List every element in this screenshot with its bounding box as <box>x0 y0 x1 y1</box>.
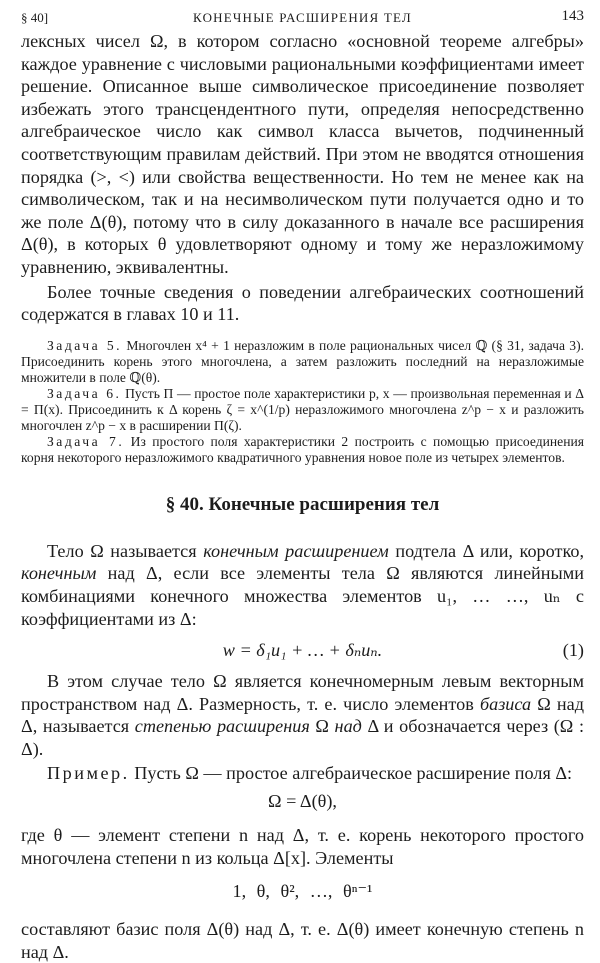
def-text-a: Тело Ω называется <box>47 540 204 561</box>
basis-elements: 1, θ, θ², …, θⁿ⁻¹ <box>232 881 373 902</box>
example-label: Пример. <box>47 763 130 784</box>
example-formula: Ω = Δ(θ), <box>268 791 337 812</box>
paragraph-2: Более точные сведения о поведении алгебраических соотношений содержатся в главах 10 и 11. <box>21 281 584 325</box>
section-heading: § 40. Конечные расширения тел <box>165 493 440 515</box>
term-finite-extension: конечным расширением <box>203 540 389 561</box>
formula-1-number: (1) <box>562 640 584 661</box>
example-text: Пусть Ω — простое алгебраическое расширение поля Δ: <box>129 763 573 784</box>
header-title: КОНЕЧНЫЕ РАСШИРЕНИЯ ТЕЛ <box>193 10 412 25</box>
definition-paragraph <box>21 540 584 630</box>
task-7-text: Из простого поля характеристики 2 построить с помощью присоединения корня некоторого неразложимого квадратичного уравнения новое поле из четырех элементов. <box>21 433 584 465</box>
formula-1 <box>21 636 584 670</box>
p3-text-c: Ω над Δ, называется <box>21 693 584 737</box>
task-6-label: Задача 6. <box>47 385 122 401</box>
term-finite: конечным <box>21 563 97 584</box>
def-text-e: над Δ, если все элементы тела Ω являются линейными комбинациями конечного множества элементов u₁, … …, uₙ с коэффициентами из Δ: <box>21 563 584 629</box>
task-6 <box>21 386 584 434</box>
task-5-text: Многочлен x⁴ + 1 неразложим в поле рациональных чисел ℚ (§ 31, задача 3). Присоединить корень этого многочлена, а затем разложить последний на неразложимые множители в поле ℚ(θ). <box>21 337 585 385</box>
p3-text-g: Δ и обозначается через (Ω : Δ). <box>21 716 584 759</box>
page-number: 143 <box>561 8 584 24</box>
task-5-label: Задача 5. <box>47 337 123 353</box>
header-section-ref: § 40] <box>21 10 49 25</box>
page-header <box>21 6 584 26</box>
p3-text-e: Ω <box>309 716 335 737</box>
example-continuation: где θ — элемент степени n над Δ, т. е. корень некоторого простого многочлена степени n из кольца Δ[x]. Элементы <box>21 825 584 868</box>
def-text-c: подтела Δ или, коротко, <box>388 540 584 561</box>
term-over: над <box>334 716 362 737</box>
final-paragraph: составляют базис поля Δ(θ) над Δ, т. е. Δ(θ) имеет конечную степень n над Δ. <box>21 919 584 962</box>
task-6-text: Пусть Π — простое поле характеристики p, x — произвольная переменная и Δ = Π(x). Присоединить к Δ корень ζ = x^(1/p) неразложимого многочлена z^p − x и разложить многочлен z^p − x в расширении Π(ζ). <box>21 385 584 433</box>
task-5 <box>21 338 584 386</box>
term-degree: степенью расширения <box>134 716 310 737</box>
paragraph-1: лексных чисел Ω, в котором согласно «основной теореме алгебры» каждое уравнение с числовыми рациональными коэффициентами имеет решение. Описанное выше символическое присоединение позволяет избежать этого трансцендентного пути, определяя непосредственно алгебраическое число как символ класса вычетов, подчиненный соответствующим правилам действий. При этом не вводятся отношения порядка (>, <) или свойства вещественности. Но тем не менее как на символическом, так и на несимволическом пути получается одно и то же поле Δ(θ), потому что в силу доказанного в начале все расширения Δ(θ), в которых θ удовлетворяют одному и тому же неразложимому уравнению, эквивалентны. <box>21 31 584 277</box>
task-7-label: Задача 7. <box>47 433 125 449</box>
paragraph-3 <box>21 670 584 760</box>
formula-1-expression: w = δ₁u₁ + … + δₙuₙ. <box>222 640 383 661</box>
term-basis: базиса <box>479 693 532 714</box>
book-page <box>21 6 584 963</box>
task-7 <box>21 434 584 466</box>
p3-text-a: В этом случае тело Ω является конечномерным левым векторным пространством над Δ. Размерность, т. е. число элементов <box>21 671 584 714</box>
example-paragraph <box>21 762 584 785</box>
